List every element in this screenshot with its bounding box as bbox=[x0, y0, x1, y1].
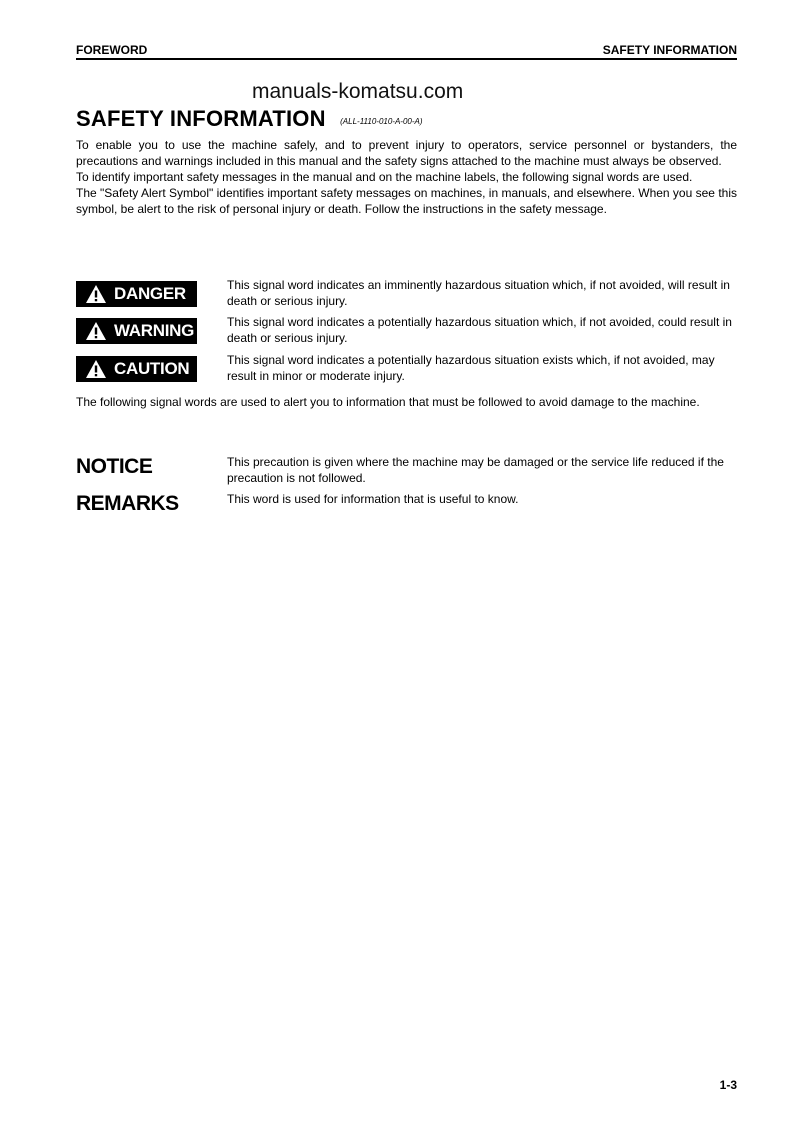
remarks-description: This word is used for information that is useful to know. bbox=[227, 492, 519, 506]
header-topic-label: SAFETY INFORMATION bbox=[602, 43, 737, 57]
intro-section bbox=[76, 137, 737, 217]
notice-description: This precaution is given where the machine may be damaged or the service life reduced if the precaution is not followed. bbox=[227, 455, 724, 485]
intro-paragraph: To identify important safety messages in the manual and on the machine labels, the following signal words are used. bbox=[76, 170, 693, 184]
notice-word: NOTICE bbox=[76, 455, 153, 478]
page-title bbox=[76, 105, 423, 133]
document-code: (ALL-1110-010-A-00-A) bbox=[340, 117, 423, 126]
warning-label: WARNING bbox=[114, 321, 195, 340]
signal-row-caution bbox=[76, 353, 737, 388]
following-paragraph: The following signal words are used to alert you to information that must be followed to avoid damage to the machine. bbox=[76, 395, 700, 409]
caution-badge bbox=[76, 356, 197, 382]
manual-page bbox=[76, 0, 737, 1123]
header-section-label: FOREWORD bbox=[76, 43, 148, 57]
page-header bbox=[76, 42, 737, 60]
warning-description: This signal word indicates a potentially hazardous situation which, if not avoided, could result in death or serious injury. bbox=[227, 315, 732, 345]
warning-badge bbox=[76, 318, 197, 344]
watermark-text: manuals-komatsu.com bbox=[252, 80, 464, 103]
remarks-row bbox=[76, 491, 737, 521]
remarks-word: REMARKS bbox=[76, 492, 179, 515]
intro-paragraph: The "Safety Alert Symbol" identifies important safety messages on machines, in manuals, and elsewhere. When you see this symbol, be alert to the risk of personal injury or death. Follow the instructions in the safety message. bbox=[76, 186, 737, 216]
warning-triangle-icon bbox=[85, 284, 107, 304]
danger-badge bbox=[76, 281, 197, 307]
page-title-text: SAFETY INFORMATION bbox=[76, 106, 326, 131]
signal-row-danger bbox=[76, 278, 737, 313]
page-number: 1-3 bbox=[719, 1078, 737, 1092]
danger-label: DANGER bbox=[114, 284, 186, 303]
danger-description: This signal word indicates an imminently hazardous situation which, if not avoided, will result in death or serious injury. bbox=[227, 278, 730, 308]
warning-triangle-icon bbox=[85, 359, 107, 379]
caution-description: This signal word indicates a potentially hazardous situation exists which, if not avoided, may result in minor or moderate injury. bbox=[227, 353, 715, 383]
notice-row bbox=[76, 454, 737, 484]
signal-row-warning bbox=[76, 315, 737, 350]
intro-paragraph: To enable you to use the machine safely, and to prevent injury to operators, service personnel or bystanders, the precautions and warnings included in this manual and the safety signs attached to the machine must always be observed. bbox=[76, 138, 737, 168]
warning-triangle-icon bbox=[85, 321, 107, 341]
caution-label: CAUTION bbox=[114, 359, 190, 378]
